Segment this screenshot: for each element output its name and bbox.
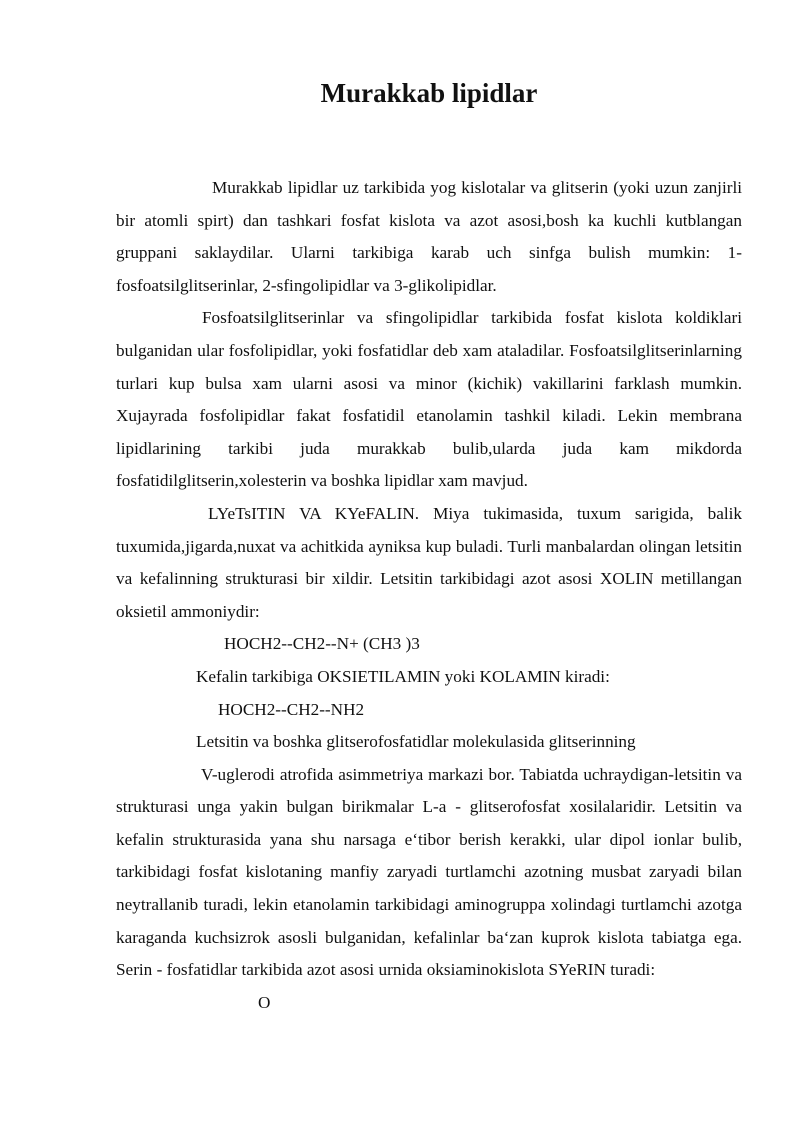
document-body <box>116 172 742 1019</box>
formula-xolin: HOCH2--CH2--N+ (CH3 )3 <box>224 634 420 654</box>
paragraph-intro: Murakkab lipidlar uz tarkibida yog kislotalar va glitserin (yoki uzun zanjirli bir atomli spirt) dan tashkari fosfat kislota va azot asosi,bosh ka kuchli kutblangan gruppani saklaydilar. Ularni tarkibiga karab uch sinfga bulish mumkin: 1-fosfoatsilglitserinlar, 2-sfingolipidlar va 3-glikolipidlar. <box>116 178 742 295</box>
paragraph-fosfoatsilglitserinlar: Fosfoatsilglitserinlar va sfingolipidlar tarkibida fosfat kislota koldiklari bulganidan ular fosfolipidlar, yoki fosfatidlar deb xam ataladilar. Fosfoatsilglitserinlarning turlari kup bulsa xam ularni asosi va minor (kichik) vakillarini farklash mumkin. Xujayrada fosfolipidlar fakat fosfatidil etanolamin tashkil kiladi. Lekin membrana lipidlarining tarkibi juda murakkab bulib,ularda juda kam mikdorda fosfatidilglitserin,xolesterin va boshka lipidlar xam mavjud. <box>116 308 742 491</box>
formula-kolamin: HOCH2--CH2--NH2 <box>218 699 365 719</box>
paragraph-glitserofosfatidlar: Letsitin va boshka glitserofosfatidlar molekulasida glitserinning <box>196 732 636 752</box>
document-title: Murakkab lipidlar <box>320 78 538 108</box>
formula-oxygen: O <box>258 992 271 1012</box>
paragraph-kefalin: Kefalin tarkibiga OKSIETILAMIN yoki KOLAMIN kiradi: <box>196 666 610 686</box>
paragraph-letsitin-kefalin: LYeTsITIN VA KYeFALIN. Miya tukimasida, tuxum sarigida, balik tuxumida,jigarda,nuxat va achitkida ayniksa kup buladi. Turli manbalardan olingan letsitin va kefalinning strukturasi bir xildir. Letsitin tarkibidagi azot asosi XOLIN metillangan oksietil ammoniydir: <box>116 503 742 621</box>
paragraph-asimmetriya: V-uglerodi atrofida asimmetriya markazi bor. Tabiatda uchraydigan-letsitin va strukturasi unga yakin bulgan birikmalar L-a - glitserofosfat xosilalaridir. Letsitin va kefalin strukturasida yana shu narsaga e‘tibor berish kerakki, ular dipol ionlar bulib, tarkibidagi fosfat kislotaning manfiy zaryadi turtlamchi azotning musbat zaryadi bilan neytrallanib turadi, lekin etanolamin tarkibidagi aminogruppa xolindagi turtlamchi azotga karaganda kuchsizrok asosli bulganidan, kefalinlar ba‘zan kuprok kislota tabiatga ega. Serin - fosfatidlar tarkibida azot asosi urnida oksiaminokislota SYeRIN turadi: <box>116 764 742 980</box>
